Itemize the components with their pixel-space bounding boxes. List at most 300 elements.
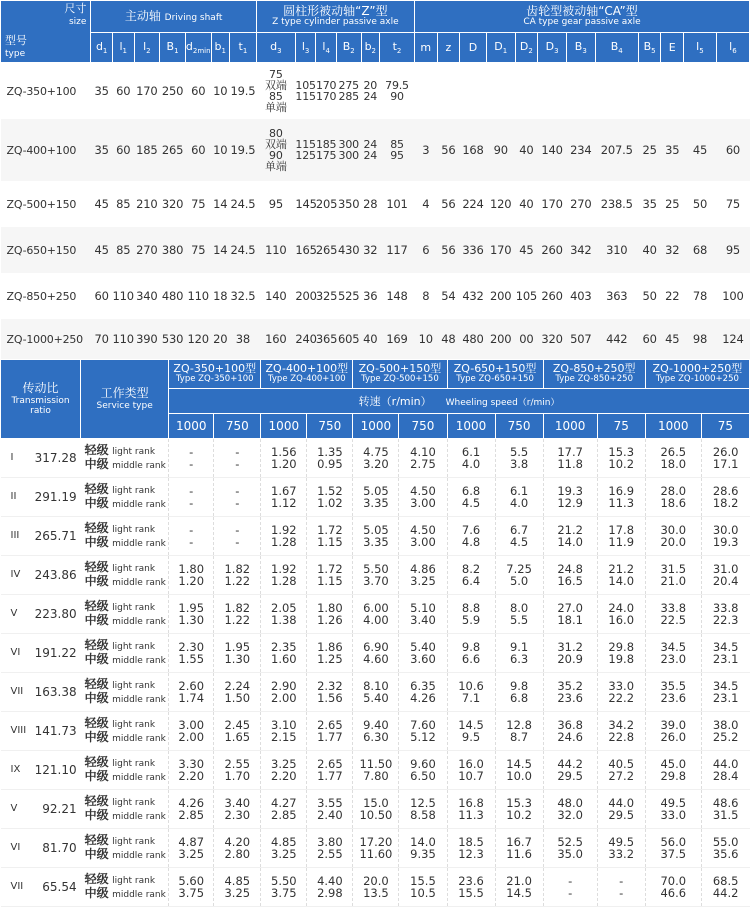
speed-light: 5.40 bbox=[410, 640, 436, 654]
speed-light: 31.0 bbox=[712, 562, 739, 576]
value-cell: 56 bbox=[441, 197, 456, 211]
speed-cell bbox=[307, 478, 353, 517]
speed-light: 10.6 bbox=[458, 679, 484, 693]
speed-light: 44.0 bbox=[712, 757, 739, 771]
grade-middle bbox=[85, 536, 169, 550]
speed-light: 9.40 bbox=[363, 718, 389, 732]
speed-middle: 1.12 bbox=[271, 496, 297, 510]
transmission-ratio-header: 传动比 Transmission ratio bbox=[1, 360, 81, 439]
speed-cell bbox=[307, 634, 353, 673]
grade-light-cn: 轻级 bbox=[84, 599, 109, 613]
roman-numeral: VII bbox=[1, 673, 23, 712]
speed-light: 70.0 bbox=[660, 874, 687, 888]
speed-light: 2.90 bbox=[271, 679, 297, 693]
value-cell-d3 bbox=[256, 273, 295, 319]
value-cell: 170 bbox=[541, 197, 563, 211]
col-D: D bbox=[460, 33, 487, 63]
speed-cell bbox=[353, 439, 399, 478]
ratio-value: 92.21 bbox=[23, 790, 81, 829]
speed-middle: 27.2 bbox=[608, 769, 635, 783]
speed-light: 3.30 bbox=[178, 757, 205, 771]
value-line: 169 bbox=[386, 332, 408, 346]
speed-cell bbox=[214, 517, 261, 556]
value-cell-l3 bbox=[295, 273, 316, 319]
service-grade bbox=[81, 829, 169, 868]
value-line: 80 bbox=[269, 127, 283, 140]
value-cell: 35 bbox=[665, 143, 680, 157]
value-cell: 507 bbox=[570, 332, 592, 346]
value-line: 115 bbox=[295, 138, 316, 151]
grade-light-cn: 轻级 bbox=[84, 482, 109, 496]
value-line: 285 bbox=[338, 90, 359, 103]
speed-light: 1.80 bbox=[178, 562, 205, 576]
speed-light: 28.6 bbox=[712, 484, 739, 498]
speed-cell bbox=[353, 790, 399, 829]
grade-light-en: light rank bbox=[112, 681, 156, 691]
type-header-zq350: ZQ-350+100型 Type ZQ-350+100 bbox=[169, 360, 261, 389]
speed-cell bbox=[353, 868, 399, 907]
speed-light: 3.10 bbox=[271, 718, 297, 732]
speed-cell bbox=[543, 751, 597, 790]
value-cell-l3 bbox=[295, 319, 316, 359]
value-cell: 90 bbox=[493, 143, 508, 157]
speed-cell bbox=[543, 790, 597, 829]
grade-mid-en: middle rank bbox=[112, 578, 166, 588]
speed-cell bbox=[597, 829, 645, 868]
speed-light: 6.1 bbox=[461, 445, 481, 459]
value-cell: 75 bbox=[191, 197, 206, 211]
grade-light bbox=[85, 756, 169, 770]
value-cell: 75 bbox=[725, 197, 741, 211]
speed-middle: 3.25 bbox=[178, 847, 205, 861]
speed-cell bbox=[645, 712, 701, 751]
value-cell: 210 bbox=[136, 197, 158, 211]
value-line: 170 bbox=[315, 79, 337, 92]
value-cell: 260 bbox=[541, 243, 563, 257]
grade-mid-en: middle rank bbox=[112, 539, 166, 549]
grade-middle bbox=[85, 848, 169, 862]
value-cell: 85 bbox=[116, 243, 131, 257]
value-cell: 403 bbox=[570, 289, 592, 303]
value-cell: 60 bbox=[191, 143, 206, 157]
table-row bbox=[1, 439, 750, 478]
model-cell: ZQ-850+250 bbox=[6, 289, 77, 303]
table-row bbox=[1, 673, 750, 712]
value-cell: 3 bbox=[422, 143, 430, 157]
speed-light: 18.5 bbox=[458, 835, 484, 849]
value-cell: 14 bbox=[213, 197, 228, 211]
speed-middle: 6.3 bbox=[509, 652, 529, 666]
table-row bbox=[1, 595, 750, 634]
grade-light bbox=[85, 873, 169, 887]
speed-light: 2.24 bbox=[224, 679, 251, 693]
speed-middle: 10.5 bbox=[410, 886, 436, 900]
speed-middle: 6.6 bbox=[461, 652, 481, 666]
speed-light: 3.25 bbox=[271, 757, 297, 771]
speed-cell bbox=[495, 517, 543, 556]
speed-cell bbox=[353, 751, 399, 790]
speed-middle: 23.6 bbox=[660, 691, 687, 705]
value-line: 240 bbox=[295, 332, 317, 346]
speed-light: 17.8 bbox=[608, 523, 635, 537]
col-D1: $D_1$ bbox=[486, 33, 515, 63]
speed-light: 1.67 bbox=[271, 484, 297, 498]
speed-cell bbox=[597, 439, 645, 478]
model-cell: ZQ-500+150 bbox=[6, 197, 77, 211]
speed-light: 39.0 bbox=[660, 718, 687, 732]
value-line: 170 bbox=[315, 90, 337, 103]
speed-cell bbox=[307, 556, 353, 595]
value-cell: 168 bbox=[462, 143, 484, 157]
speed-light: 4.27 bbox=[271, 796, 297, 810]
value-line: 95 bbox=[390, 149, 404, 162]
value-cell bbox=[566, 63, 595, 120]
value-cell: 24.5 bbox=[230, 243, 256, 257]
grade-mid-en: middle rank bbox=[112, 812, 166, 822]
value-cell-l4 bbox=[316, 319, 337, 359]
value-line: 双端 bbox=[265, 79, 287, 92]
col-D2: $D_2$ bbox=[515, 33, 538, 63]
speed-cell bbox=[645, 517, 701, 556]
grade-mid-cn: 中级 bbox=[84, 496, 109, 510]
value-cell: 480 bbox=[161, 289, 184, 303]
speed-cell bbox=[169, 517, 214, 556]
col-B3: $B_3$ bbox=[566, 33, 595, 63]
speed-cell bbox=[214, 790, 261, 829]
speed-light: 20.0 bbox=[363, 874, 389, 888]
speed-cell bbox=[307, 673, 353, 712]
value-cell-l4 bbox=[316, 63, 337, 120]
speed-cell bbox=[645, 478, 701, 517]
value-line: 350 bbox=[338, 197, 360, 211]
speed-col-header: 75 bbox=[597, 414, 645, 439]
grade-light-cn: 轻级 bbox=[84, 872, 109, 886]
speed-middle: - bbox=[235, 535, 240, 549]
speed-cell bbox=[261, 712, 307, 751]
speed-light: 2.30 bbox=[178, 640, 205, 654]
value-cell: 60 bbox=[642, 332, 657, 346]
wheeling-speed-table bbox=[0, 359, 750, 907]
speed-light: 36.8 bbox=[557, 718, 583, 732]
value-cell: 98 bbox=[692, 332, 708, 346]
speed-middle: 8.58 bbox=[410, 808, 436, 822]
speed-cell bbox=[214, 829, 261, 868]
speed-cell bbox=[261, 829, 307, 868]
value-cell-t2 bbox=[380, 273, 415, 319]
roman-numeral: V bbox=[1, 595, 23, 634]
value-cell: 170 bbox=[136, 84, 158, 98]
speed-middle: 4.8 bbox=[461, 535, 481, 549]
value-cell: 48 bbox=[441, 332, 456, 346]
speed-cell bbox=[399, 517, 447, 556]
speed-cell bbox=[353, 634, 399, 673]
grade-mid-cn: 中级 bbox=[84, 535, 109, 549]
speed-middle: 6.30 bbox=[363, 730, 389, 744]
speed-light: 21.2 bbox=[557, 523, 583, 537]
table-row bbox=[1, 751, 750, 790]
column-header-row bbox=[1, 33, 750, 63]
speed-cell bbox=[447, 478, 495, 517]
value-line: 36 bbox=[363, 289, 378, 303]
speed-col-header: 1000 bbox=[543, 414, 597, 439]
value-cell-b2 bbox=[361, 227, 379, 273]
grade-light-cn: 轻级 bbox=[84, 638, 109, 652]
speed-light: 4.10 bbox=[410, 445, 436, 459]
value-line: 79.5 bbox=[385, 79, 409, 92]
grade-mid-cn: 中级 bbox=[84, 847, 109, 861]
value-cell-d3 bbox=[256, 119, 295, 181]
speed-middle: 26.0 bbox=[660, 730, 687, 744]
speed-cell bbox=[214, 556, 261, 595]
speed-cell bbox=[261, 868, 307, 907]
speed-light: 21.0 bbox=[506, 874, 532, 888]
model-cell: ZQ-650+150 bbox=[6, 243, 77, 257]
value-line: 275 bbox=[338, 79, 359, 92]
speed-cell bbox=[307, 439, 353, 478]
speed-cell bbox=[261, 634, 307, 673]
value-cell: 25 bbox=[642, 143, 657, 157]
speed-light: 4.86 bbox=[410, 562, 436, 576]
speed-cell bbox=[307, 868, 353, 907]
table-row bbox=[1, 273, 750, 319]
speed-light: 35.2 bbox=[557, 679, 583, 693]
col-l5: $l_5$ bbox=[684, 33, 717, 63]
speed-light: 6.90 bbox=[363, 640, 389, 654]
speed-middle: 23.1 bbox=[712, 691, 739, 705]
speed-middle: 1.70 bbox=[224, 769, 251, 783]
value-cell-b2 bbox=[361, 119, 379, 181]
speed-light: 1.56 bbox=[271, 445, 297, 459]
type-header-zq400: ZQ-400+100型 Type ZQ-400+100 bbox=[261, 360, 353, 389]
speed-light: 4.87 bbox=[178, 835, 205, 849]
speed-middle: 7.80 bbox=[363, 769, 389, 783]
speed-middle: 1.55 bbox=[178, 652, 205, 666]
speed-cell bbox=[353, 478, 399, 517]
value-line: 24 bbox=[363, 138, 378, 151]
speed-light: 1.82 bbox=[224, 601, 251, 615]
speed-middle: 3.75 bbox=[271, 886, 297, 900]
speed-cell bbox=[169, 595, 214, 634]
roman-numeral: IX bbox=[1, 751, 23, 790]
speed-middle: 2.30 bbox=[224, 808, 251, 822]
service-grade bbox=[81, 790, 169, 829]
speed-cell bbox=[307, 712, 353, 751]
model-cell: ZQ-350+100 bbox=[6, 84, 77, 98]
speed-middle: 4.0 bbox=[509, 496, 529, 510]
speed-middle: 29.5 bbox=[608, 808, 635, 822]
speed-cell bbox=[597, 751, 645, 790]
speed-cell bbox=[701, 556, 749, 595]
speed-middle: 1.74 bbox=[178, 691, 205, 705]
speed-cell bbox=[214, 712, 261, 751]
ratio-value: 191.22 bbox=[23, 634, 81, 673]
roman-numeral: II bbox=[1, 478, 23, 517]
value-line: 117 bbox=[386, 243, 408, 257]
speed-light: 33.0 bbox=[608, 679, 635, 693]
speed-middle: 1.30 bbox=[224, 652, 251, 666]
speed-cell bbox=[543, 517, 597, 556]
value-cell bbox=[538, 63, 567, 120]
speed-light: 4.20 bbox=[224, 835, 251, 849]
value-cell: 200 bbox=[490, 332, 512, 346]
value-line: 单端 bbox=[265, 101, 287, 114]
grade-middle bbox=[85, 887, 169, 901]
speed-light: 2.55 bbox=[224, 757, 251, 771]
grade-light-en: light rank bbox=[112, 603, 156, 613]
value-cell-t2 bbox=[380, 181, 415, 227]
table-row bbox=[1, 634, 750, 673]
value-cell: 363 bbox=[606, 289, 628, 303]
grade-light bbox=[85, 639, 169, 653]
speed-cell bbox=[447, 517, 495, 556]
value-cell bbox=[661, 63, 684, 120]
speed-cell bbox=[399, 712, 447, 751]
speed-cell bbox=[214, 868, 261, 907]
value-line: 525 bbox=[338, 289, 360, 303]
speed-middle: 19.8 bbox=[608, 652, 635, 666]
speed-cell bbox=[597, 868, 645, 907]
col-B1: $B_1$ bbox=[160, 33, 186, 63]
speed-middle: 8.7 bbox=[509, 730, 529, 744]
speed-middle: 3.35 bbox=[363, 496, 389, 510]
value-cell-d3 bbox=[256, 63, 295, 120]
speed-middle: 33.0 bbox=[660, 808, 687, 822]
value-cell-l3 bbox=[295, 63, 316, 120]
value-line: 110 bbox=[265, 243, 287, 257]
value-cell-d3 bbox=[256, 227, 295, 273]
speed-cell bbox=[597, 634, 645, 673]
speed-middle: 2.55 bbox=[317, 847, 343, 861]
value-cell-b2 bbox=[361, 273, 379, 319]
speed-middle: 21.0 bbox=[660, 574, 687, 588]
speed-cell bbox=[399, 595, 447, 634]
service-grade bbox=[81, 673, 169, 712]
value-cell: 60 bbox=[725, 143, 741, 157]
grade-mid-cn: 中级 bbox=[84, 808, 109, 822]
value-line: 95 bbox=[268, 197, 283, 211]
value-line: 20 bbox=[363, 79, 378, 92]
model-cell: ZQ-400+100 bbox=[6, 143, 77, 157]
speed-light: 34.5 bbox=[712, 640, 739, 654]
speed-middle: 3.75 bbox=[178, 886, 205, 900]
speed-middle: 1.22 bbox=[224, 574, 251, 588]
speed-middle: 2.85 bbox=[271, 808, 297, 822]
value-cell: 95 bbox=[725, 243, 741, 257]
speed-light: 45.0 bbox=[660, 757, 687, 771]
table-row bbox=[1, 712, 750, 751]
value-cell-b2 bbox=[361, 63, 379, 120]
value-line: 605 bbox=[338, 332, 360, 346]
type-header-zq500: ZQ-500+150型 Type ZQ-500+150 bbox=[353, 360, 447, 389]
speed-light: 49.5 bbox=[660, 796, 687, 810]
ratio-value: 317.28 bbox=[23, 439, 81, 478]
grade-light-en: light rank bbox=[112, 525, 156, 535]
speed-cell bbox=[353, 712, 399, 751]
speed-col-header: 1000 bbox=[169, 414, 214, 439]
speed-middle: 14.5 bbox=[506, 886, 532, 900]
value-cell: 336 bbox=[462, 243, 484, 257]
speed-light: 44.0 bbox=[608, 796, 635, 810]
service-type-header: 工作类型 Service type bbox=[81, 360, 169, 439]
speed-cell bbox=[495, 790, 543, 829]
value-cell: 32.5 bbox=[230, 289, 256, 303]
speed-light: 4.85 bbox=[224, 874, 251, 888]
value-cell: 120 bbox=[187, 332, 209, 346]
grade-light-en: light rank bbox=[112, 759, 156, 769]
speed-light: 28.0 bbox=[660, 484, 687, 498]
value-cell: 40 bbox=[642, 243, 657, 257]
speed-middle: 5.9 bbox=[461, 613, 481, 627]
speed-middle: 22.5 bbox=[660, 613, 687, 627]
grade-middle bbox=[85, 575, 169, 589]
speed-middle: 1.28 bbox=[271, 574, 297, 588]
value-cell: 238.5 bbox=[600, 197, 633, 211]
value-cell: 45 bbox=[94, 197, 109, 211]
speed-cell bbox=[447, 634, 495, 673]
speed-light: 30.0 bbox=[660, 523, 687, 537]
speed-middle: 35.0 bbox=[557, 847, 583, 861]
speed-cell bbox=[543, 634, 597, 673]
speed-cell bbox=[701, 517, 749, 556]
value-cell: 340 bbox=[136, 289, 158, 303]
speed-cell bbox=[645, 673, 701, 712]
speed-middle: 22.8 bbox=[608, 730, 635, 744]
speed-light: - bbox=[568, 874, 573, 888]
col-B5: $B_5$ bbox=[638, 33, 661, 63]
speed-light: 27.0 bbox=[557, 601, 583, 615]
speed-middle: 15.5 bbox=[458, 886, 484, 900]
speed-col-header: 750 bbox=[495, 414, 543, 439]
value-line: 325 bbox=[315, 289, 338, 303]
speed-middle: 1.30 bbox=[178, 613, 205, 627]
speed-cell bbox=[543, 478, 597, 517]
value-line: 430 bbox=[338, 243, 360, 257]
speed-middle: 10.2 bbox=[608, 457, 635, 471]
speed-cell bbox=[597, 595, 645, 634]
speed-cell bbox=[447, 829, 495, 868]
speed-middle: 1.65 bbox=[224, 730, 251, 744]
speed-middle: 11.3 bbox=[608, 496, 635, 510]
speed-light: 31.5 bbox=[660, 562, 687, 576]
grade-mid-cn: 中级 bbox=[84, 652, 109, 666]
type-header-zq650: ZQ-650+150型 Type ZQ-650+150 bbox=[447, 360, 543, 389]
speed-middle: 10.2 bbox=[506, 808, 532, 822]
value-cell-b2 bbox=[336, 273, 361, 319]
speed-cell bbox=[495, 634, 543, 673]
speed-light: 1.80 bbox=[317, 601, 343, 615]
value-line: 24 bbox=[363, 149, 378, 162]
speed-middle: 3.8 bbox=[509, 457, 529, 471]
speed-middle: 46.6 bbox=[660, 886, 687, 900]
speed-cell bbox=[701, 829, 749, 868]
ratio-value: 121.10 bbox=[23, 751, 81, 790]
value-line: 140 bbox=[265, 289, 287, 303]
speed-cell bbox=[645, 868, 701, 907]
table-row bbox=[1, 119, 750, 181]
speed-col-header: 750 bbox=[399, 414, 447, 439]
grade-light-cn: 轻级 bbox=[84, 755, 109, 769]
speed-middle: - bbox=[235, 457, 240, 471]
speed-middle: 11.6 bbox=[506, 847, 532, 861]
dimensions-table bbox=[0, 0, 750, 359]
speed-light: 4.50 bbox=[410, 523, 436, 537]
speed-cell bbox=[261, 595, 307, 634]
speed-middle: - bbox=[619, 886, 624, 900]
speed-light: 1.86 bbox=[317, 640, 343, 654]
value-cell: 78 bbox=[692, 289, 708, 303]
speed-light: 26.5 bbox=[660, 445, 687, 459]
speed-middle: 17.1 bbox=[712, 457, 739, 471]
